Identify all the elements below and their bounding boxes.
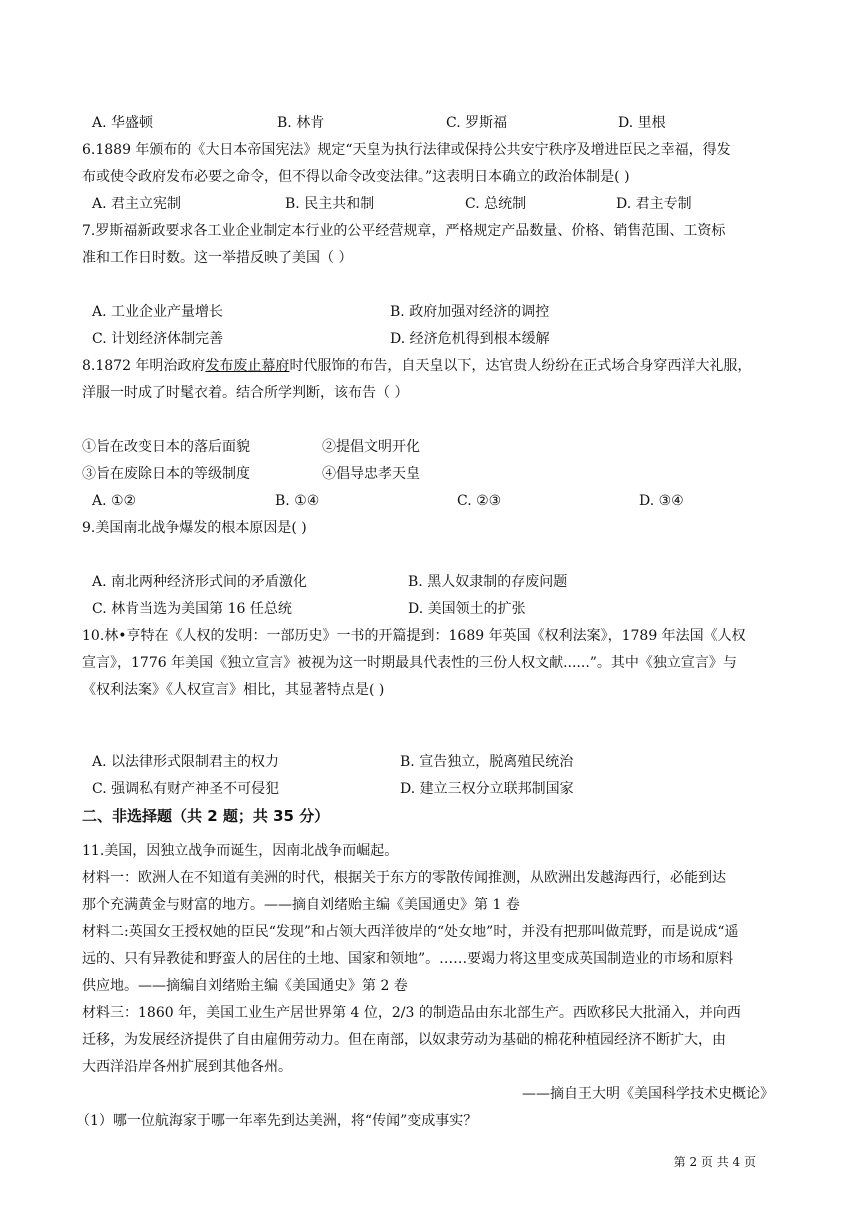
q8-statement-2: ②提倡文明开化 [322,439,420,455]
section-heading: 二、非选择题（共 2 题；共 35 分） [82,807,330,825]
q11-material3-line3: 大西洋沿岸各州扩展到其他各州。 [82,1059,292,1075]
q6-option-c: C. 总统制 [465,196,527,212]
q7-option-a: A. 工业企业产量增长 [92,304,224,320]
q8-statements-row2 [82,464,782,484]
q9-option-b: B. 黑人奴隶制的存废问题 [408,574,568,590]
q10-options-row2 [92,779,792,799]
q9-options-row1 [92,572,792,592]
q8-option-a: A. ①② [92,493,137,509]
q5-option-d: D. 里根 [618,115,666,131]
q5-option-c: C. 罗斯福 [446,115,508,131]
q7-stem-line2: 准和工作日时数。这一举措反映了美国（ ） [82,250,353,266]
q7-option-b: B. 政府加强对经济的调控 [390,304,550,320]
q10-stem-line3: 《权利法案》《人权宣言》相比，其显著特点是( ) [82,682,385,698]
q5-option-a: A. 华盛顿 [92,115,154,131]
q6-options [92,194,792,214]
q11-material1-line1: 材料一：欧洲人在不知道有美洲的时代，根据关于东方的零散传闻推测，从欧洲出发越海西行，必能到达 [82,870,726,886]
q11-intro: 11.美国，因独立战争而诞生，因南北战争而崛起。 [82,843,399,859]
q7-stem-line1: 7.罗斯福新政要求各工业企业制定本行业的公平经营规章，严格规定产品数量、价格、销售范围、工资标 [82,223,726,239]
q6-option-a: A. 君主立宪制 [92,196,182,212]
q8-option-c: C. ②③ [457,493,502,509]
q9-option-c: C. 林肯当选为美国第 16 任总统 [92,601,292,617]
q8-stem-prefix: 8.1872 年明治政府 [82,358,206,374]
q8-stem-suffix: 时代服饰的布告，自天皇以下，达官贵人纷纷在正式场合身穿西洋大礼服， [289,358,752,374]
page-number: 第 2 页 共 4 页 [673,1155,756,1169]
q9-options-row2 [92,599,792,619]
q9-option-a: A. 南北两种经济形式间的矛盾激化 [92,574,308,590]
q11-material2-line3: 供应地。——摘编自刘绪贻主编《美国通史》第 2 卷 [82,978,408,994]
q10-option-c: C. 强调私有财产神圣不可侵犯 [92,781,280,797]
q8-option-b: B. ①④ [275,493,320,509]
q6-stem-line1: 6.1889 年颁布的《大日本帝国宪法》规定“天皇为执行法律或保持公共安宁秩序及增进臣民之幸福，得发 [82,142,731,158]
q9-option-d: D. 美国领土的扩张 [408,601,526,617]
q9-stem: 9.美国南北战争爆发的根本原因是( ) [82,520,307,536]
q11-material3-line2: 迁移，为发展经济提供了自由雇佣劳动力。但在南部，以奴隶劳动为基础的棉花种植园经济不断扩大，由 [82,1032,726,1048]
q6-option-b: B. 民主共和制 [285,196,375,212]
q10-options-row1 [92,752,792,772]
q11-material1-line2: 那个充满黄金与财富的地方。——摘自刘绪贻主编《美国通史》第 1 卷 [82,897,520,913]
q8-stem-line2: 洋服一时成了时髦衣着。结合所学判断，该布告（ ） [82,385,409,401]
q10-option-d: D. 建立三权分立联邦制国家 [400,781,574,797]
q5-option-b: B. 林肯 [277,115,325,131]
q7-option-c: C. 计划经济体制完善 [92,331,224,347]
q7-options-row2 [92,329,792,349]
q8-stem-line1 [82,356,751,376]
q8-options [92,491,792,511]
q8-statements-row1 [82,437,782,457]
q8-option-d: D. ③④ [639,493,684,509]
q5-options [92,113,792,133]
q10-stem-line2: 宣言》，1776 年美国《独立宣言》被视为这一时期最具代表性的三份人权文献......”。其中《独立宣言》与 [82,655,737,671]
q11-material3-source: ——摘自王大明《美国科学技术史概论》 [522,1086,774,1102]
q10-option-a: A. 以法律形式限制君主的权力 [92,754,280,770]
q8-statement-3: ③旨在废除日本的等级制度 [82,466,250,482]
q8-statement-4: ④倡导忠孝天皇 [322,466,420,482]
q11-material3-line1: 材料三：1860 年，美国工业生产居世界第 4 位，2/3 的制造品由东北部生产。西欧移民大批涌入，并向西 [82,1005,741,1021]
q11-material2-line1: 材料二:英国女王授权她的臣民“发现”和占领大西洋彼岸的“处女地”时，并没有把那叫做荒野，而是说成“遥 [82,924,739,940]
q7-options-row1 [92,302,792,322]
q10-option-b: B. 宣告独立，脱离殖民统治 [400,754,574,770]
q11-material2-line2: 远的、只有异教徒和野蛮人的居住的土地、国家和领地”。……要竭力将这里变成英国制造业的市场和原料 [82,951,734,967]
q11-subquestion-1: （1）哪一位航海家于哪一年率先到达美洲，将“传闻”变成事实？ [76,1113,478,1129]
q10-stem-line1: 10.林•亨特在《人权的发明：一部历史》一书的开篇提到：1689 年英国《权利法案》，1789 年法国《人权 [82,628,746,644]
q7-option-d: D. 经济危机得到根本缓解 [390,331,550,347]
q8-stem-underlined: 发布废止幕府 [205,358,290,374]
q6-stem-line2: 布或使令政府发布必要之命令，但不得以命令改变法律。”这表明日本确立的政治体制是( ) [82,169,630,185]
q6-option-d: D. 君主专制 [616,196,692,212]
q8-statement-1: ①旨在改变日本的落后面貌 [82,439,250,455]
